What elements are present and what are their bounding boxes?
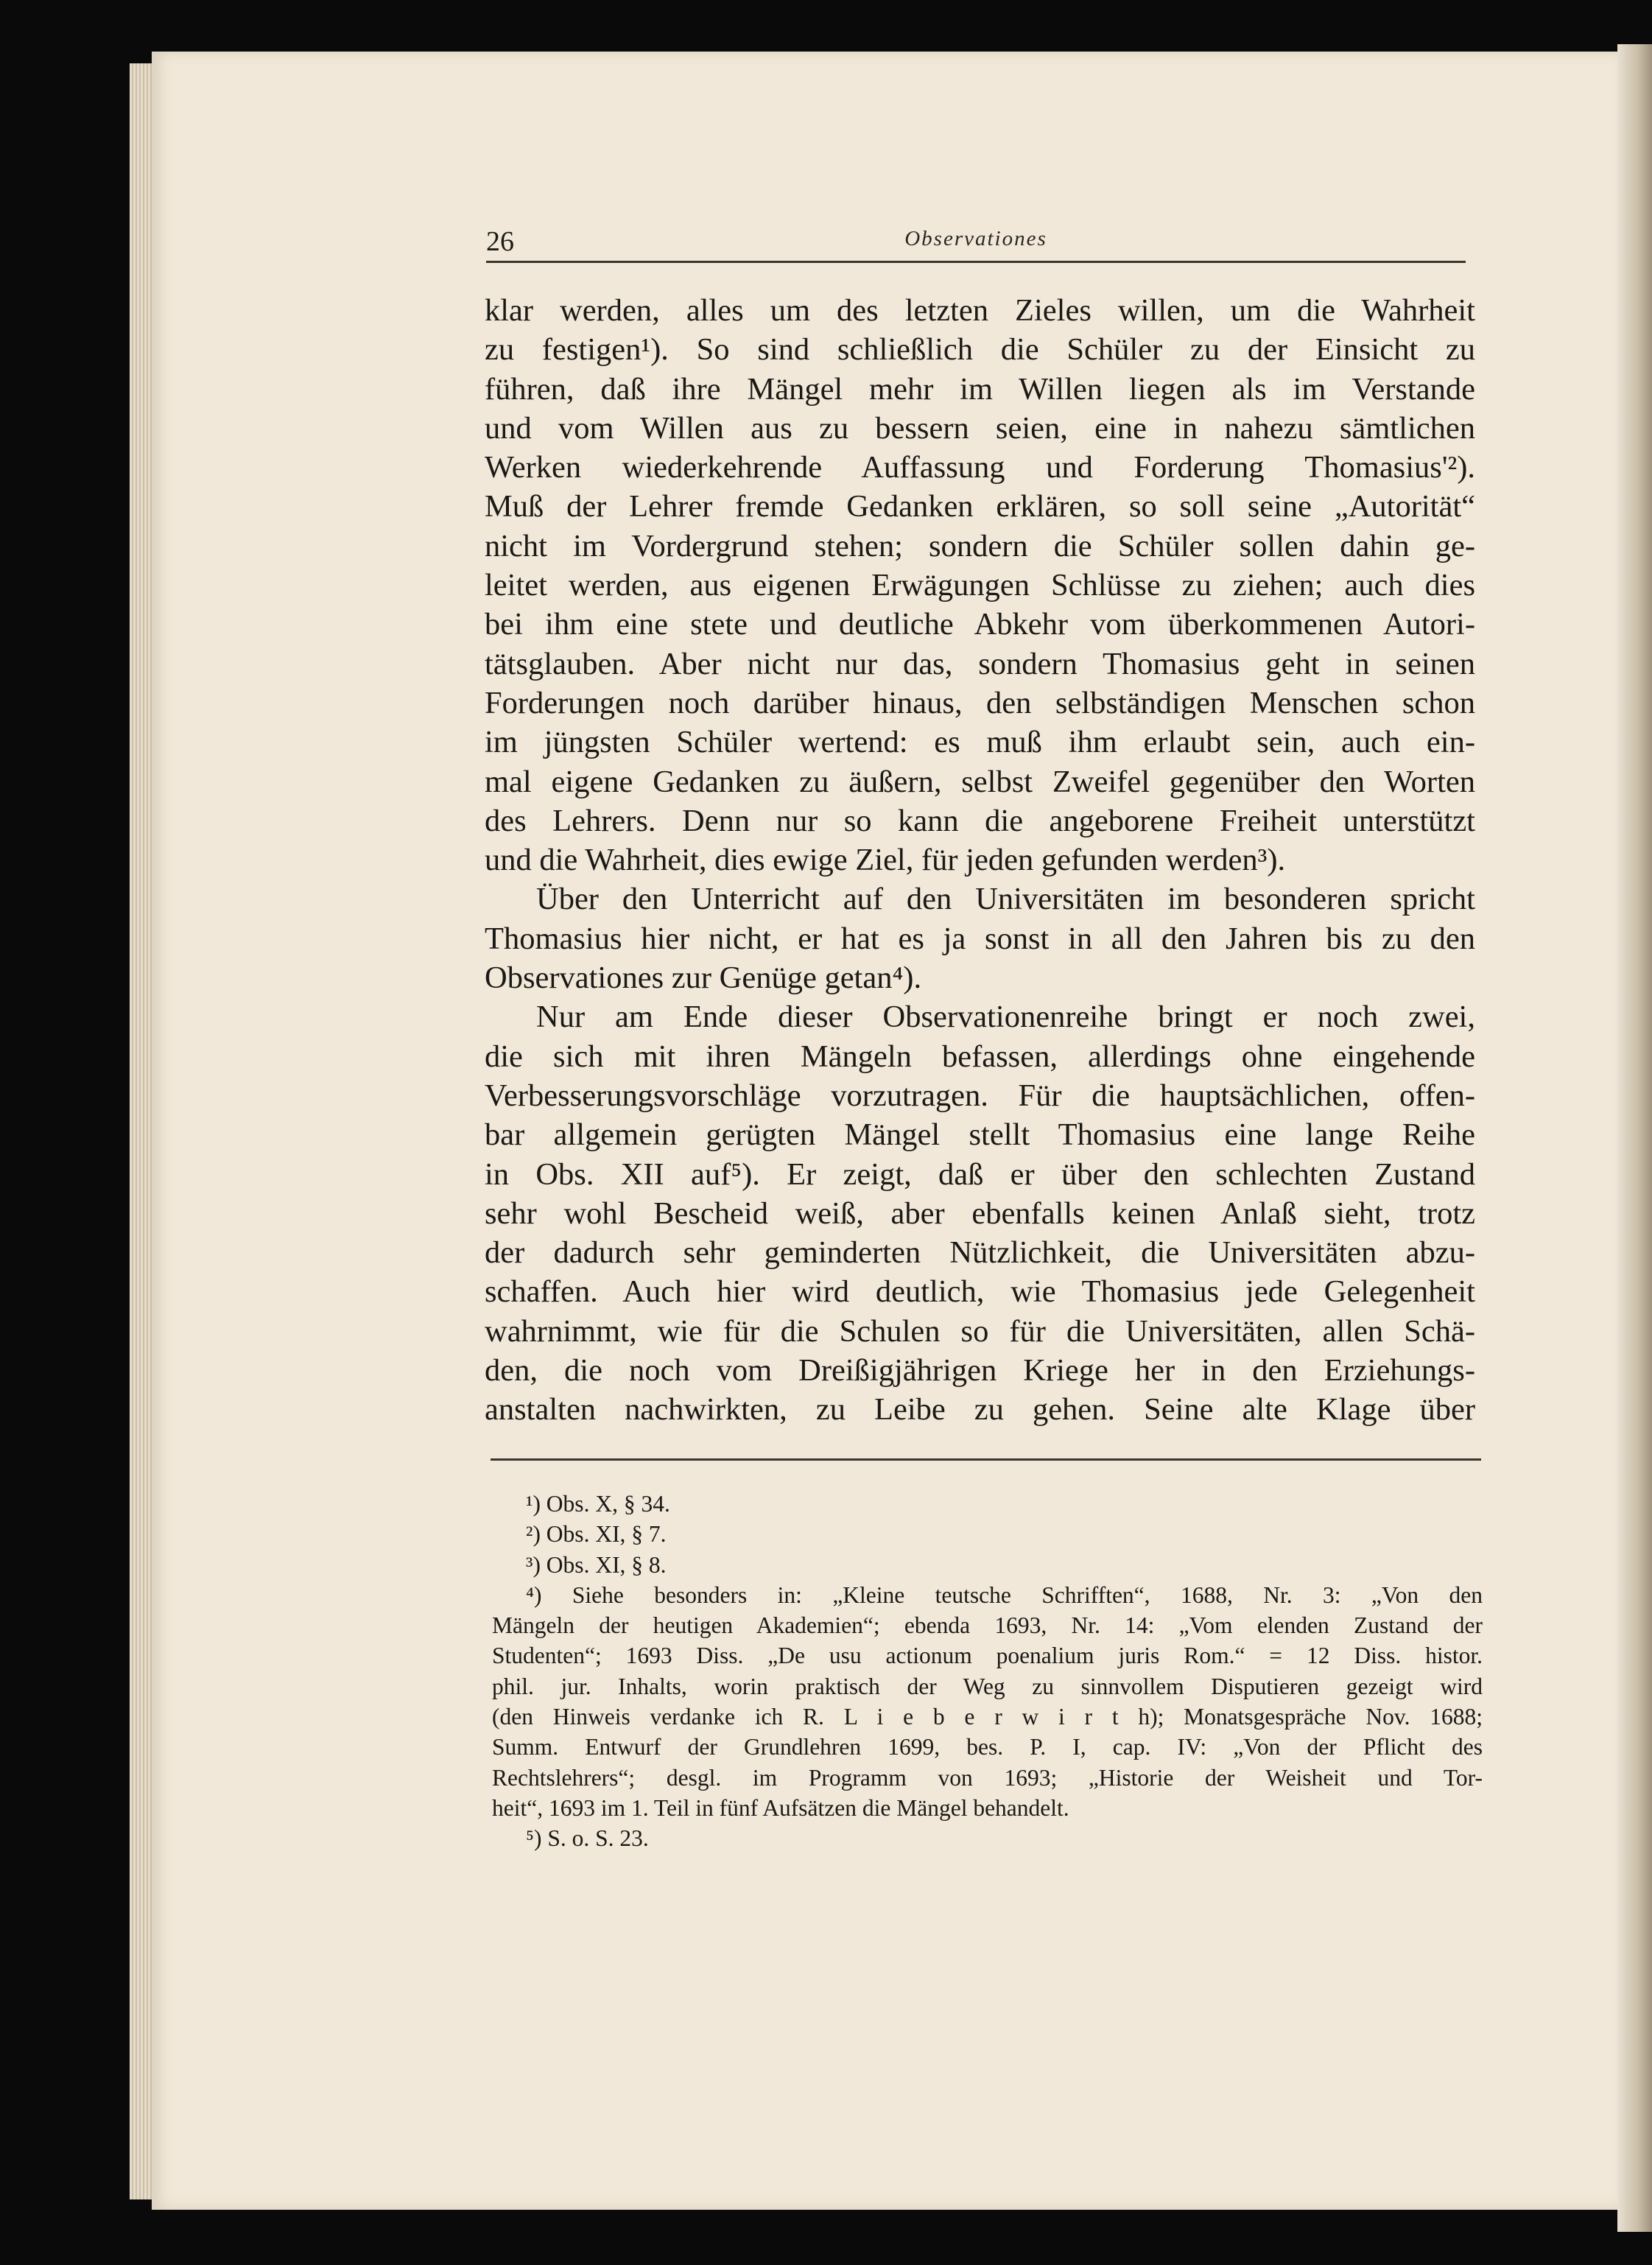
text-line: Forderungen noch darüber hinaus, den selbständigen Menschen schon bbox=[485, 685, 1475, 720]
text-line: bar allgemein gerügten Mängel stellt Thomasius eine lange Reihe bbox=[485, 1117, 1475, 1153]
text-line: in Obs. XII auf⁵). Er zeigt, daß er über den schlechten Zustand bbox=[485, 1156, 1475, 1192]
text-line: wahrnimmt, wie für die Schulen so für die Universitäten, allen Schä- bbox=[485, 1313, 1475, 1349]
text-line: sehr wohl Bescheid weiß, aber ebenfalls keinen Anlaß sieht, trotz bbox=[485, 1195, 1475, 1231]
footnote-line: ⁵) S. o. S. 23. bbox=[526, 1825, 649, 1852]
text-line: zu festigen¹). So sind schließlich die Schüler zu der Einsicht zu bbox=[485, 332, 1475, 368]
footnotes bbox=[492, 1489, 1483, 1854]
text-line: Thomasius hier nicht, er hat es ja sonst in all den Jahren bis zu den bbox=[485, 921, 1475, 956]
footnote-line: ³) Obs. XI, § 8. bbox=[526, 1551, 667, 1578]
text-line: Werken wiederkehrende Auffassung und Forderung Thomasius'²). bbox=[485, 450, 1475, 485]
page-header bbox=[486, 225, 1466, 262]
text-line: Über den Unterricht auf den Universitäten im besonderen spricht bbox=[536, 882, 1475, 917]
running-title: Observationes bbox=[904, 227, 1047, 250]
text-line: den, die noch vom Dreißigjährigen Kriege her in den Erziehungs- bbox=[485, 1353, 1475, 1388]
text-line: leitet werden, aus eigenen Erwägungen Schlüsse zu ziehen; auch dies bbox=[485, 568, 1475, 603]
text-line: Nur am Ende dieser Observationenreihe bringt er noch zwei, bbox=[536, 1000, 1475, 1035]
text-line: im jüngsten Schüler wertend: es muß ihm erlaubt sein, auch ein- bbox=[485, 725, 1475, 760]
text-line: und die Wahrheit, dies ewige Ziel, für jeden gefunden werden³). bbox=[485, 843, 1286, 878]
footnote-line: ²) Obs. XI, § 7. bbox=[526, 1521, 667, 1548]
text-line: schaffen. Auch hier wird deutlich, wie Thomasius jede Gelegenheit bbox=[485, 1274, 1475, 1310]
footnote-line: Rechtslehrers“; desgl. im Programm von 1693; „Historie der Weisheit und Tor- bbox=[492, 1764, 1483, 1791]
footnote-line: Summ. Entwurf der Grundlehren 1699, bes. P. I, cap. IV: „Von der Pflicht des bbox=[492, 1734, 1483, 1760]
footnote-line: ¹) Obs. X, § 34. bbox=[526, 1491, 670, 1517]
text-line: des Lehrers. Denn nur so kann die angeborene Freiheit unterstützt bbox=[485, 803, 1475, 838]
footnote-line: ⁴) Siehe besonders in: „Kleine teutsche Schrifften“, 1688, Nr. 3: „Von den bbox=[526, 1581, 1483, 1608]
main-text bbox=[485, 291, 1475, 1430]
text-line: anstalten nachwirkten, zu Leibe zu gehen. Seine alte Klage über bbox=[485, 1392, 1475, 1428]
text-line: führen, daß ihre Mängel mehr im Willen liegen als im Verstande bbox=[485, 371, 1475, 407]
text-line: mal eigene Gedanken zu äußern, selbst Zweifel gegenüber den Worten bbox=[485, 764, 1475, 799]
page-number: 26 bbox=[486, 226, 514, 257]
text-line: klar werden, alles um des letzten Zieles willen, um die Wahrheit bbox=[485, 293, 1475, 328]
footnote-line: heit“, 1693 im 1. Teil in fünf Aufsätzen die Mängel behandelt. bbox=[492, 1794, 1069, 1821]
text-line: Muß der Lehrer fremde Gedanken erklären, so soll seine „Autorität“ bbox=[485, 489, 1475, 524]
text-line: Verbesserungsvorschläge vorzutragen. Für die hauptsächlichen, offen- bbox=[485, 1078, 1475, 1113]
footnote-line: phil. jur. Inhalts, worin praktisch der Weg zu sinnvollem Disputieren gezeigt wird bbox=[492, 1673, 1483, 1699]
text-line: die sich mit ihren Mängeln befassen, allerdings ohne eingehende bbox=[485, 1039, 1475, 1074]
footnote-line: (den Hinweis verdanke ich R. L i e b e r w i r t h); Monatsgespräche Nov. 1688; bbox=[492, 1704, 1483, 1730]
header-rule bbox=[486, 261, 1466, 263]
text-line: bei ihm eine stete und deutliche Abkehr vom überkommenen Autori- bbox=[485, 607, 1475, 642]
footnote-line: Mängeln der heutigen Akademien“; ebenda 1693, Nr. 14: „Vom elenden Zustand der bbox=[492, 1612, 1483, 1639]
footnote-rule bbox=[491, 1458, 1481, 1461]
text-line: tätsglauben. Aber nicht nur das, sondern Thomasius geht in seinen bbox=[485, 646, 1475, 681]
text-line: und vom Willen aus zu bessern seien, eine in nahezu sämtlichen bbox=[485, 410, 1475, 446]
footnote-line: Studenten“; 1693 Diss. „De usu actionum poenalium juris Rom.“ = 12 Diss. histor. bbox=[492, 1643, 1483, 1669]
text-line: Observationes zur Genüge getan⁴). bbox=[485, 961, 922, 996]
text-line: der dadurch sehr geminderten Nützlichkeit, die Universitäten abzu- bbox=[485, 1235, 1475, 1271]
facing-page-edge bbox=[1617, 44, 1652, 2232]
text-line: nicht im Vordergrund stehen; sondern die Schüler sollen dahin ge- bbox=[485, 528, 1475, 563]
